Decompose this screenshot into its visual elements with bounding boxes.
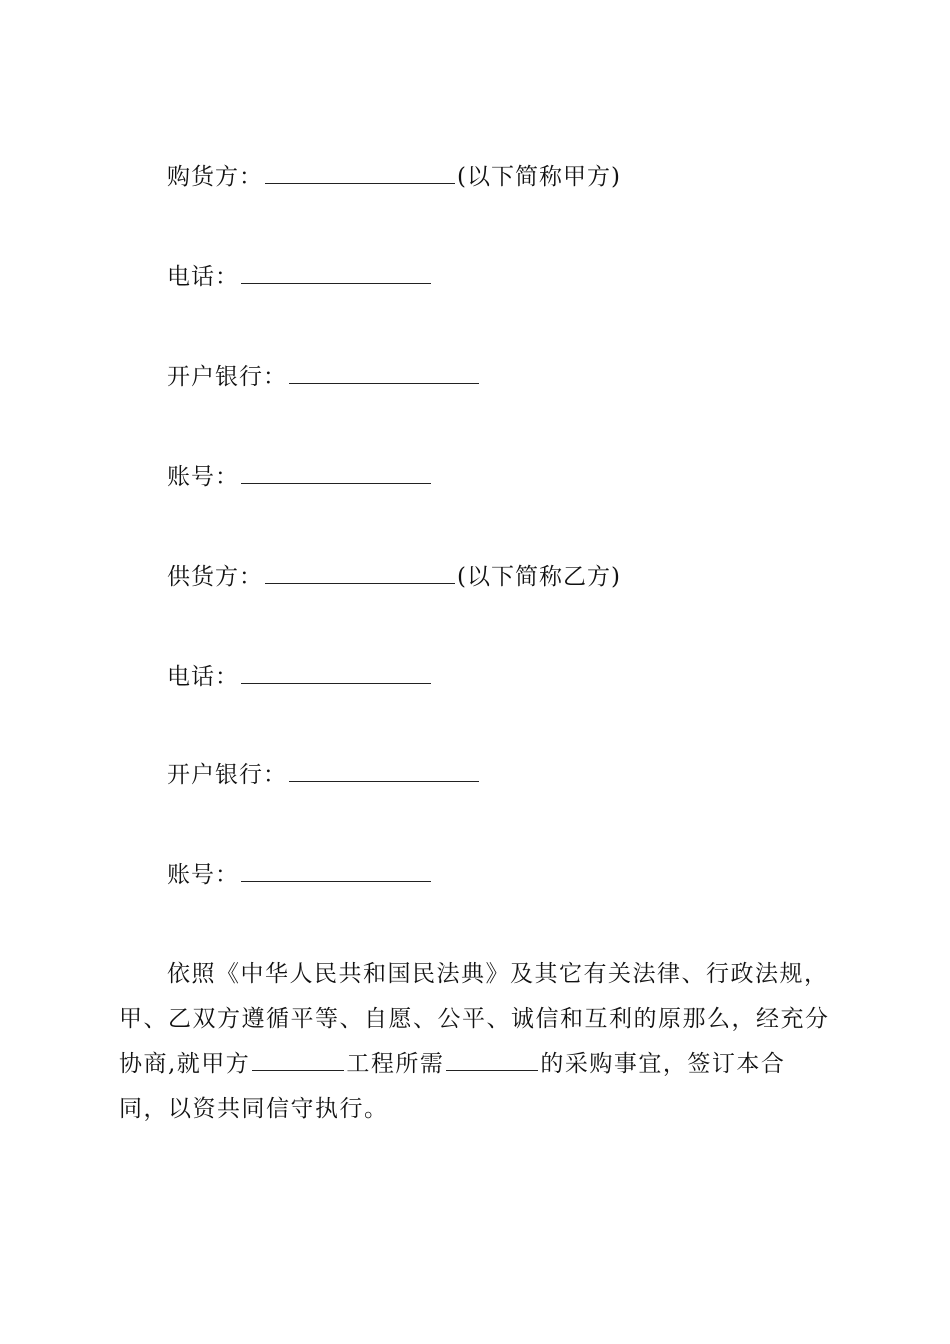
buyer-phone-label: 电话： (167, 264, 239, 290)
seller-phone-label: 电话： (167, 664, 239, 690)
seller-bank-line (167, 760, 481, 790)
buyer-party-suffix: (以下简称甲方) (457, 164, 621, 190)
buyer-bank-blank[interactable] (289, 363, 479, 384)
buyer-phone-blank[interactable] (241, 263, 431, 284)
buyer-party-label: 购货方： (167, 164, 263, 190)
project-name-blank[interactable] (252, 1050, 344, 1071)
preamble-text-part2: 工程所需 (346, 1051, 445, 1077)
seller-party-blank[interactable] (265, 563, 455, 584)
seller-party-line (167, 562, 621, 592)
goods-name-blank[interactable] (446, 1050, 538, 1071)
seller-phone-blank[interactable] (241, 663, 431, 684)
buyer-account-label: 账号： (167, 464, 239, 490)
buyer-bank-label: 开户银行： (167, 364, 287, 390)
buyer-party-line (167, 162, 621, 192)
buyer-account-blank[interactable] (241, 463, 431, 484)
contract-preamble-paragraph (119, 952, 834, 1132)
buyer-party-blank[interactable] (265, 163, 455, 184)
preamble-text-part1: 依照《中华人民共和国民法典》及其它有关法律、行政法规，甲、乙双方遵循平等、自愿、公平、诚信和互利的原那么，经充分协商,就甲方 (119, 961, 830, 1077)
buyer-phone-line (167, 262, 433, 292)
seller-party-label: 供货方： (167, 564, 263, 590)
seller-account-label: 账号： (167, 862, 239, 888)
seller-account-line (167, 860, 433, 890)
seller-phone-line (167, 662, 433, 692)
buyer-account-line (167, 462, 433, 492)
seller-party-suffix: (以下简称乙方) (457, 564, 621, 590)
seller-bank-blank[interactable] (289, 761, 479, 782)
buyer-bank-line (167, 362, 481, 392)
preamble-text-part3: 的采购事宜，签订本合同，以资共同信守执行。 (119, 1051, 786, 1122)
seller-account-blank[interactable] (241, 861, 431, 882)
seller-bank-label: 开户银行： (167, 762, 287, 788)
